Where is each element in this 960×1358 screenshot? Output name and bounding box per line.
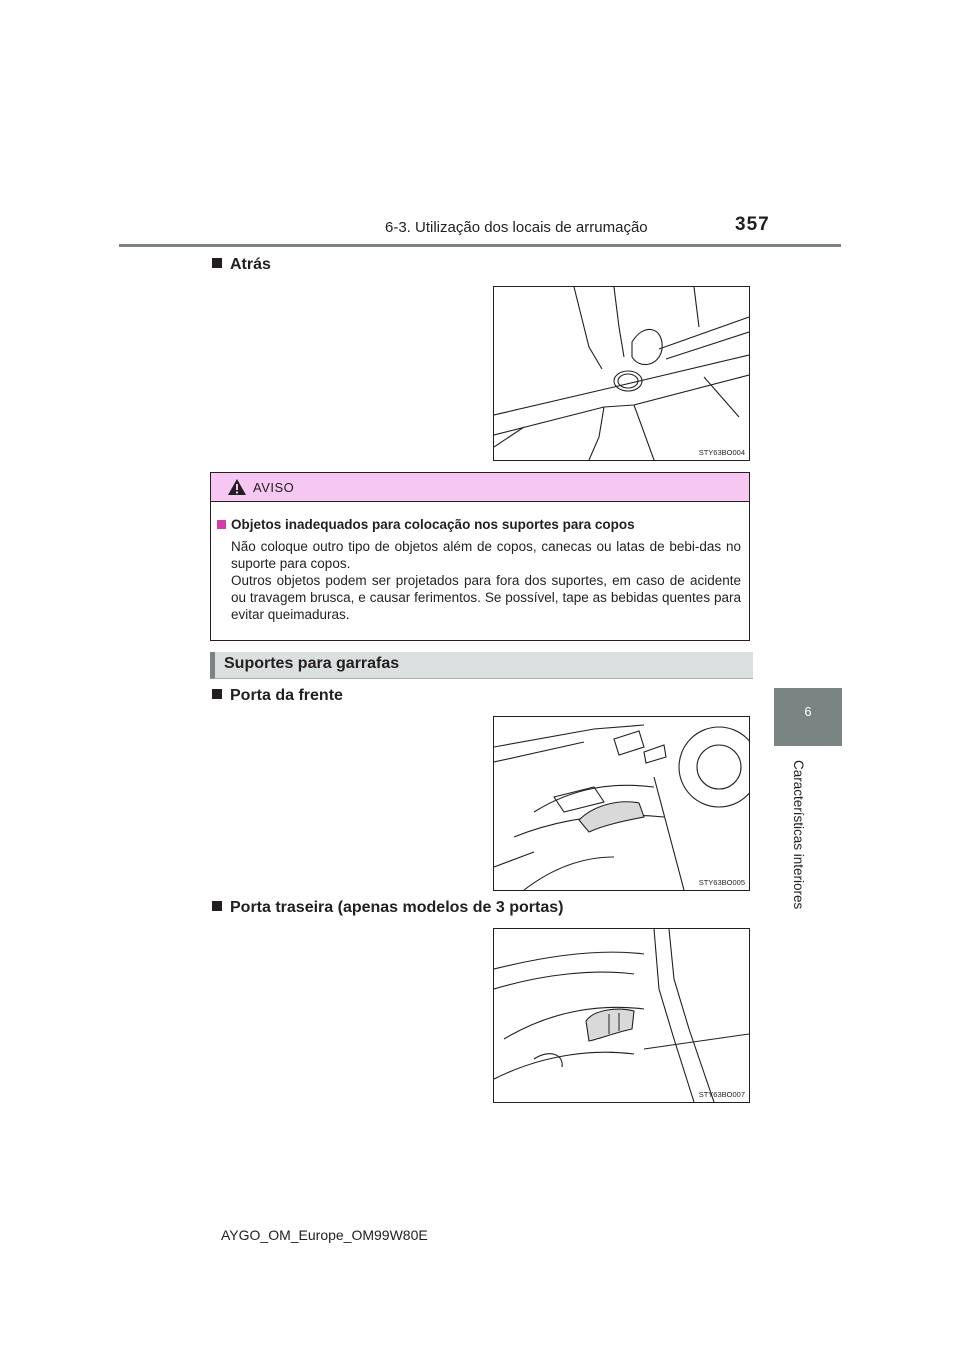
bullet-square-icon bbox=[212, 901, 222, 911]
figure-rear-cup-holder bbox=[493, 286, 750, 461]
warning-paragraph: Não coloque outro tipo de objetos além de copos, canecas ou latas de bebi-das no suporte para copos. bbox=[231, 539, 741, 571]
figure-rear-door bbox=[493, 928, 750, 1103]
rear-door-heading: Porta traseira (apenas modelos de 3 portas) bbox=[212, 899, 563, 917]
warning-box bbox=[210, 472, 750, 641]
bullet-square-icon bbox=[212, 689, 222, 699]
figure-front-door bbox=[493, 716, 750, 891]
rear-heading: Atrás bbox=[212, 256, 271, 274]
warning-header bbox=[211, 473, 749, 502]
footer-doc-code: AYGO_OM_Europe_OM99W80E bbox=[221, 1227, 428, 1243]
rear-cup-holder-illustration bbox=[494, 287, 749, 460]
front-door-bottle-holder-illustration bbox=[494, 717, 749, 890]
bullet-square-icon bbox=[217, 520, 226, 529]
bullet-square-icon bbox=[212, 258, 222, 268]
warning-paragraph: Outros objetos podem ser projetados para fora dos suportes, em caso de acidente ou travagem brusca, e causar ferimentos. Se possível, tape as bebidas quentes para evitar queimaduras. bbox=[231, 573, 741, 622]
header-rule bbox=[119, 244, 841, 247]
section-heading: Suportes para garrafas bbox=[224, 655, 400, 672]
figure-code: STY63BO004 bbox=[698, 448, 745, 457]
warning-triangle-icon bbox=[227, 478, 247, 496]
rear-door-bottle-holder-illustration bbox=[494, 929, 749, 1102]
chapter-label: Características interiores bbox=[791, 760, 806, 910]
front-door-heading: Porta da frente bbox=[212, 687, 343, 705]
figure-code: STY63BO007 bbox=[698, 1090, 745, 1099]
section-heading-bar bbox=[210, 652, 753, 679]
page-number: 357 bbox=[735, 214, 770, 235]
figure-code: STY63BO005 bbox=[698, 878, 745, 887]
chapter-number: 6 bbox=[804, 704, 812, 719]
warning-title: Objetos inadequados para colocação nos suportes para copos bbox=[217, 517, 635, 532]
warning-body bbox=[231, 538, 741, 623]
warning-label: AVISO bbox=[253, 480, 295, 495]
header-section-title: 6-3. Utilização dos locais de arrumação bbox=[385, 219, 648, 236]
